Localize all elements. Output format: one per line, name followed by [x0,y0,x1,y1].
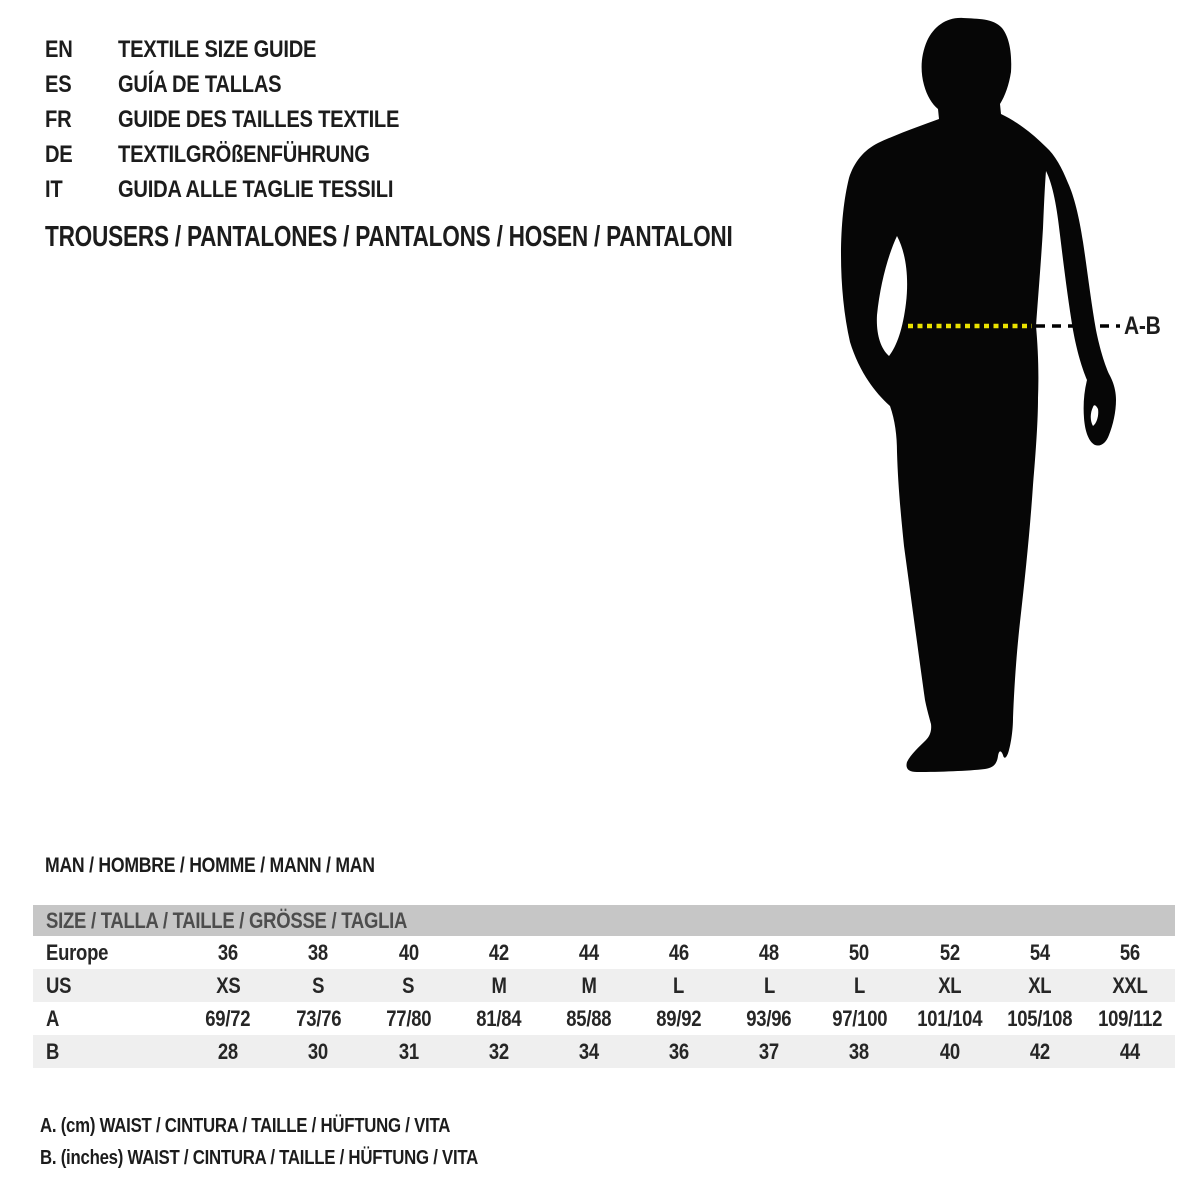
size-cell: XL [1028,972,1052,998]
size-cell: 85/88 [566,1005,612,1031]
size-cell: 77/80 [385,1005,431,1031]
size-cell: 31 [398,1038,419,1064]
size-cell: 36 [669,1038,690,1064]
size-cell: 81/84 [476,1005,522,1031]
table-row-b-inches [33,1035,1175,1068]
lang-row-de [45,137,453,172]
table-row-europe [33,936,1175,969]
size-cell: 105/108 [1007,1005,1073,1031]
table-row-us [33,969,1175,1002]
size-cell: S [402,972,415,998]
lang-row-fr [45,102,453,137]
lang-title: GUIDE DES TAILLES TEXTILE [118,105,400,133]
measurement-footnotes [40,1110,562,1174]
lang-title: TEXTILGRÖßENFÜHRUNG [118,140,370,168]
size-cell: 42 [488,939,509,965]
size-cell: L [853,972,865,998]
size-cell: M [581,972,597,998]
lang-code: EN [45,35,73,63]
table-row-a-cm [33,1002,1175,1035]
language-title-block [45,32,453,207]
lang-title: GUIDA ALLE TAGLIE TESSILI [118,175,394,203]
lang-code: IT [45,175,63,203]
size-cell: L [763,972,775,998]
lang-title: TEXTILE SIZE GUIDE [118,35,317,63]
size-table [33,905,1175,1068]
size-cell: L [673,972,685,998]
size-cell: 52 [939,939,960,965]
size-cell: 30 [308,1038,329,1064]
row-label: A [46,1005,60,1031]
size-cell: 42 [1029,1038,1050,1064]
size-cell: 37 [759,1038,780,1064]
size-cell: XXL [1112,972,1148,998]
size-table-header: SIZE / TALLA / TAILLE / GRÖSSE / TAGLIA [33,905,1175,936]
size-cell: 38 [849,1038,870,1064]
row-label: US [46,972,72,998]
size-cell: 46 [669,939,690,965]
size-cell: M [491,972,507,998]
size-cell: 44 [1119,1038,1140,1064]
row-label: Europe [46,939,109,965]
lang-code: FR [45,105,72,133]
size-cell: 69/72 [205,1005,251,1031]
size-cell: 44 [578,939,599,965]
row-label: B [46,1038,60,1064]
size-cell: 50 [849,939,870,965]
size-cell: 36 [218,939,239,965]
size-cell: 93/96 [746,1005,792,1031]
size-cell: 28 [218,1038,239,1064]
size-cell: 109/112 [1097,1005,1162,1031]
size-cell: 40 [939,1038,960,1064]
footnote-a: A. (cm) WAIST / CINTURA / TAILLE / HÜFTUNG / VITA [40,1114,451,1137]
gender-section-title: MAN / HOMBRE / HOMME / MANN / MAN [45,854,375,877]
size-cell: 54 [1029,939,1050,965]
lang-row-es [45,67,453,102]
size-cell: 32 [488,1038,509,1064]
size-cell: 73/76 [295,1005,341,1031]
size-cell: 97/100 [831,1005,887,1031]
man-silhouette-figure [820,0,1200,800]
size-cell: 38 [308,939,329,965]
size-cell: 34 [578,1038,599,1064]
lang-title: GUÍA DE TALLAS [118,70,282,98]
footnote-b: B. (inches) WAIST / CINTURA / TAILLE / HÜFTUNG / VITA [40,1146,479,1169]
size-cell: 48 [759,939,780,965]
man-silhouette [841,18,1116,772]
size-cell: 89/92 [656,1005,702,1031]
size-cell: S [312,972,325,998]
size-cell: XL [938,972,962,998]
measure-label: A-B [1124,312,1161,340]
size-cell: 101/104 [917,1005,983,1031]
garment-type-title: TROUSERS / PANTALONES / PANTALONS / HOSEN / PANTALONI [45,220,733,253]
lang-row-it [45,172,453,207]
size-cell: XS [216,972,241,998]
size-cell: 40 [398,939,419,965]
lang-code: ES [45,70,72,98]
lang-row-en [45,32,453,67]
size-cell: 56 [1119,939,1140,965]
lang-code: DE [45,140,73,168]
